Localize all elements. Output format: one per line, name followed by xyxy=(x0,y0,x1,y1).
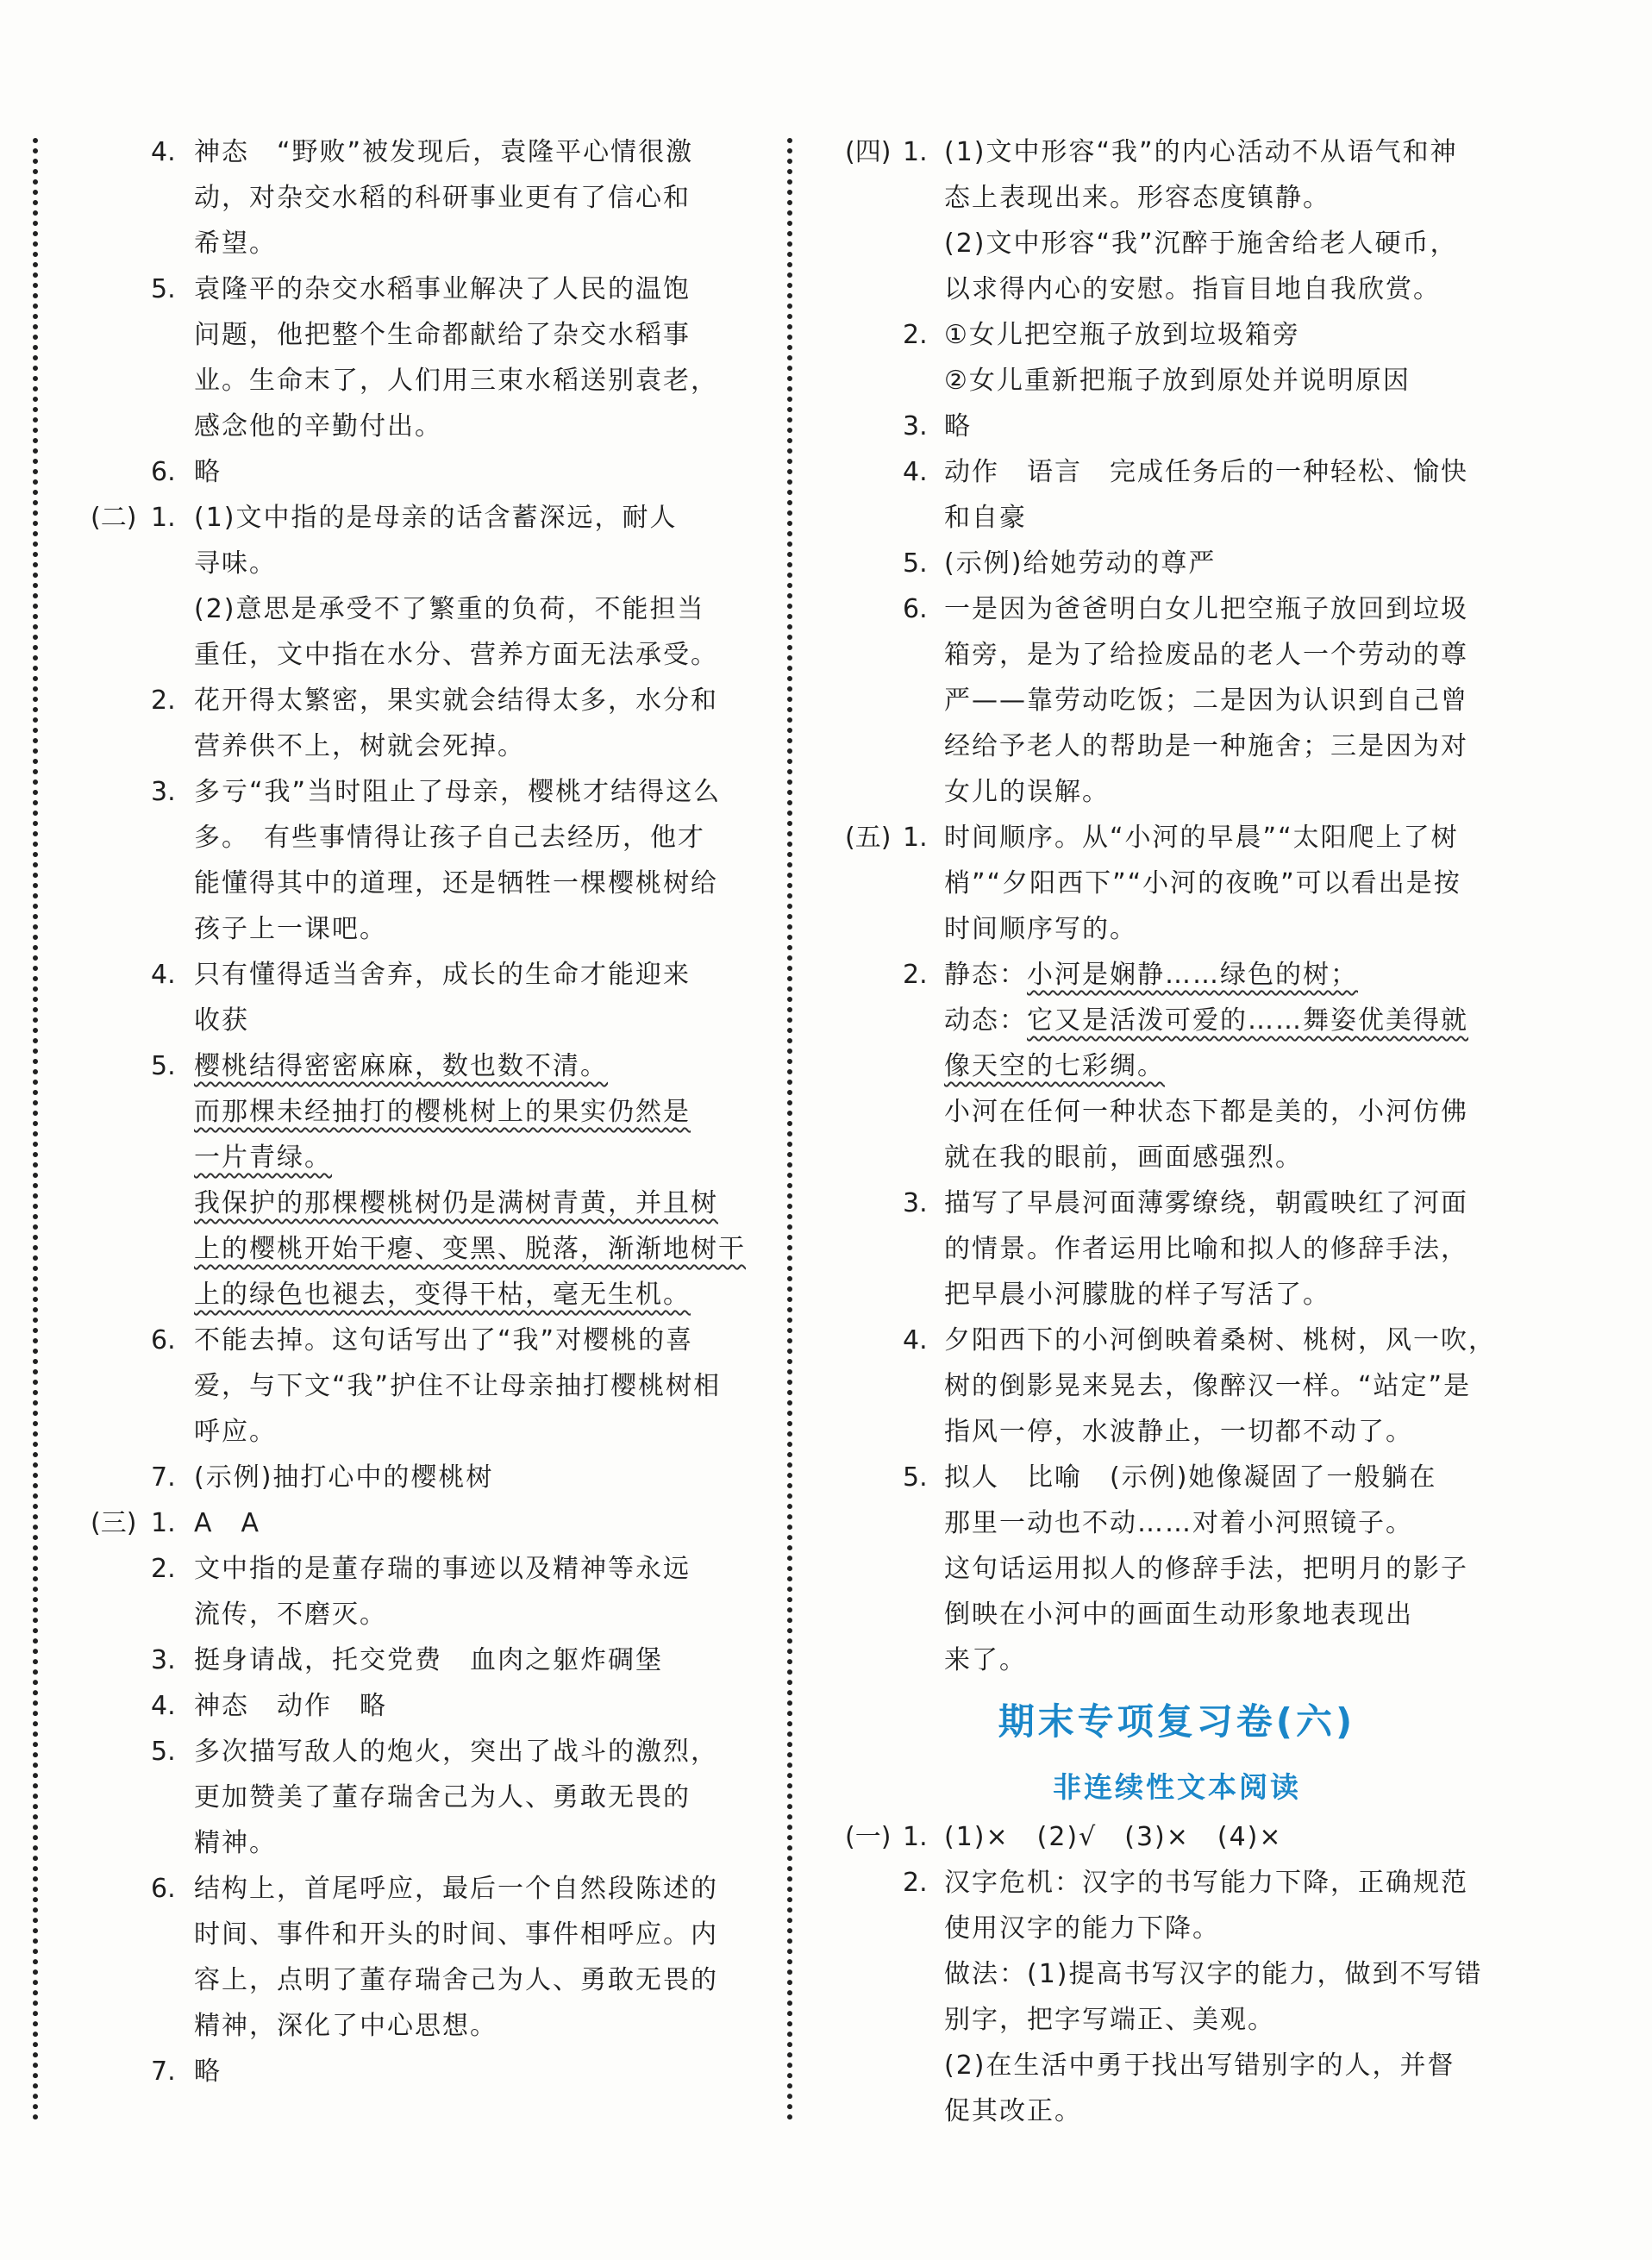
answer-text-content: 精神，深化了中心思想。 xyxy=(194,2011,497,2041)
answer-line xyxy=(91,1180,737,1226)
answer-text-content: (2)在生活中勇于找出写错别字的人，并督 xyxy=(944,2050,1455,2081)
answer-text xyxy=(194,906,387,952)
answer-text-content: 略 xyxy=(944,411,972,441)
question-number: 2. xyxy=(151,1554,176,1584)
answer-line xyxy=(845,1546,1509,1592)
answer-text xyxy=(194,266,691,312)
answer-line xyxy=(845,1637,1509,1683)
answer-text-content: 夕阳西下的小河倒映着桑树、桃树，风一吹， xyxy=(944,1325,1496,1355)
question-number: 1. xyxy=(151,1508,176,1538)
answer-text-content: (2)文中形容“我”沉醉于施舍给老人硬币， xyxy=(944,229,1458,259)
answer-line xyxy=(845,1951,1509,1997)
answer-line xyxy=(845,449,1509,495)
answer-line xyxy=(845,952,1509,998)
answer-text-content: A A xyxy=(194,1508,261,1538)
answer-text-content: 希望。 xyxy=(194,229,277,259)
answer-text xyxy=(944,1363,1471,1409)
answer-text xyxy=(194,998,249,1043)
answer-text-content: 爱，与下文“我”护住不让母亲抽打樱桃树相 xyxy=(194,1371,722,1401)
answer-text-content: 结构上，首尾呼应，最后一个自然段陈述的 xyxy=(194,1874,718,1904)
answer-text xyxy=(944,1592,1413,1637)
answer-line xyxy=(91,1363,737,1409)
answer-text-content: 女儿的误解。 xyxy=(944,777,1110,807)
answer-text-content: (1)文中指的是母亲的话含蓄深远，耐人 xyxy=(194,503,678,533)
question-number: 6. xyxy=(151,1874,176,1904)
section-subheading: 非连续性文本阅读 xyxy=(1053,1770,1301,1804)
answer-text xyxy=(194,1866,718,1912)
answer-line xyxy=(91,906,737,952)
answer-text xyxy=(194,1500,260,1546)
answer-text-content: 袁隆平的杂交水稻事业解决了人民的温饱 xyxy=(194,274,691,304)
answer-text xyxy=(944,2088,1082,2134)
answer-text-content: 更加赞美了董存瑞舍己为人、勇敢无畏的 xyxy=(194,1782,691,1812)
answer-text-content: ②女儿重新把瓶子放到原处并说明原因 xyxy=(944,366,1411,396)
answer-text-content: 描写了早晨河面薄雾缭绕，朝霞映红了河面 xyxy=(944,1188,1468,1218)
answer-text xyxy=(944,1500,1413,1546)
answer-line xyxy=(91,358,737,404)
answer-text-content: 的情景。作者运用比喻和拟人的修辞手法， xyxy=(944,1234,1468,1264)
underlined-answer-text: 而那棵未经抽打的樱桃树上的果实仍然是 xyxy=(194,1097,691,1127)
question-number: 4. xyxy=(151,1691,176,1721)
answer-line xyxy=(91,449,737,495)
answer-text-content: 业。生命末了，人们用三束水稻送别袁老， xyxy=(194,366,718,396)
answer-line xyxy=(845,1043,1509,1089)
answer-text xyxy=(944,1318,1496,1363)
answer-text-content: 梢”“夕阳西下”“小河的夜晚”可以看出是按 xyxy=(944,868,1461,898)
answer-text xyxy=(194,129,693,175)
answer-line xyxy=(91,129,737,175)
answer-text-content: 容上，点明了董存瑞舍己为人、勇敢无畏的 xyxy=(194,1965,718,1995)
answer-line xyxy=(91,998,737,1043)
answer-text xyxy=(194,1637,663,1683)
answer-text xyxy=(194,1820,277,1866)
answer-text xyxy=(194,404,442,449)
answer-text-content: 指风一停，水波静止，一切都不动了。 xyxy=(944,1417,1413,1447)
answer-text-content: 树的倒影晃来晃去，像醉汉一样。“站定”是 xyxy=(944,1371,1472,1401)
answer-text xyxy=(944,906,1137,952)
answer-text xyxy=(944,815,1459,861)
answer-text xyxy=(194,2049,222,2094)
answer-text-content: ①女儿把空瓶子放到垃圾箱旁 xyxy=(944,320,1300,350)
answer-text xyxy=(194,1957,718,2003)
answer-line xyxy=(91,175,737,221)
answer-text-content: 营养供不上，树就会死掉。 xyxy=(194,731,525,761)
answer-line xyxy=(91,1592,737,1637)
answer-line xyxy=(91,1500,737,1546)
answer-text xyxy=(944,1043,1165,1089)
answer-text-content: 经给予老人的帮助是一种施舍；三是因为对 xyxy=(944,731,1468,761)
answer-line xyxy=(845,1906,1509,1951)
answer-line xyxy=(845,266,1509,312)
answer-text xyxy=(944,586,1468,632)
answer-line xyxy=(845,1272,1509,1318)
answer-line xyxy=(91,1409,737,1455)
answer-line xyxy=(91,1775,737,1820)
answer-line xyxy=(91,723,737,769)
question-number: 4. xyxy=(903,1325,928,1355)
answer-text-content: (2)意思是承受不了繁重的负荷，不能担当 xyxy=(194,594,705,624)
answer-line xyxy=(91,266,737,312)
question-number: 5. xyxy=(903,548,928,579)
answer-text-content: 问题，他把整个生命都献给了杂交水稻事 xyxy=(194,320,691,350)
answer-text-content: 严——靠劳动吃饭；二是因为认识到自己曾 xyxy=(944,686,1468,716)
answer-text-content: 汉字危机：汉字的书写能力下降，正确规范 xyxy=(944,1868,1468,1898)
answer-text xyxy=(944,1637,1027,1683)
answer-text-content: 把早晨小河朦胧的样子写活了。 xyxy=(944,1280,1330,1310)
answer-line xyxy=(91,1546,737,1592)
answer-text-content: 多亏“我”当时阻止了母亲，樱桃才结得这么 xyxy=(194,777,722,807)
answer-text-content: (1)文中形容“我”的内心活动不从语气和神 xyxy=(944,137,1458,167)
question-number: 2. xyxy=(151,686,176,716)
answer-text xyxy=(194,769,721,815)
answer-line xyxy=(845,2088,1509,2134)
answer-line xyxy=(845,769,1509,815)
answer-line xyxy=(91,221,737,266)
question-number: 5. xyxy=(903,1462,928,1493)
answer-text-content: 以求得内心的安慰。指盲目地自我欣赏。 xyxy=(944,274,1441,304)
answer-text-content: 这句话运用拟人的修辞手法，把明月的影子 xyxy=(944,1554,1468,1584)
answer-text-content: 小河在任何一种状态下都是美的，小河仿佛 xyxy=(944,1097,1468,1127)
answer-line xyxy=(845,541,1509,586)
question-number: 4. xyxy=(151,137,176,167)
answer-text xyxy=(944,861,1461,906)
question-number: 3. xyxy=(151,1645,176,1675)
answer-text xyxy=(944,1226,1468,1272)
answer-text xyxy=(194,1912,718,1957)
section-heading: 期末专项复习卷(六) xyxy=(998,1700,1356,1743)
answer-line xyxy=(91,1043,737,1089)
answer-line xyxy=(845,1226,1509,1272)
answer-text-content: 那里一动也不动……对着小河照镜子。 xyxy=(944,1508,1413,1538)
answer-line xyxy=(845,906,1509,952)
answer-line xyxy=(91,586,737,632)
answer-text-content: 孩子上一课吧。 xyxy=(194,914,387,944)
answer-prefix: 静态： xyxy=(944,960,1027,990)
answer-text-content: 神态 动作 略 xyxy=(194,1691,387,1721)
answer-text xyxy=(194,723,525,769)
question-number: 4. xyxy=(903,457,928,487)
question-number: 2. xyxy=(903,960,928,990)
answer-line xyxy=(845,1814,1509,1860)
answer-text-content: 精神。 xyxy=(194,1828,277,1858)
answer-line xyxy=(845,1180,1509,1226)
answer-line xyxy=(91,678,737,723)
question-number: 7. xyxy=(151,2057,176,2087)
answer-line xyxy=(91,1957,737,2003)
answer-line xyxy=(845,1363,1509,1409)
answer-text xyxy=(194,175,691,221)
answer-text xyxy=(944,2043,1455,2088)
answer-line xyxy=(845,632,1509,678)
answer-line xyxy=(91,1455,737,1500)
answer-text xyxy=(194,815,705,861)
answer-line xyxy=(91,1226,746,1272)
answer-text-content: 一是因为爸爸明白女儿把空瓶子放回到垃圾 xyxy=(944,594,1468,624)
question-number: 6. xyxy=(151,1325,176,1355)
answer-line xyxy=(91,1912,737,1957)
answer-text-content: 态上表现出来。形容态度镇静。 xyxy=(944,183,1330,213)
answer-line xyxy=(845,358,1509,404)
answer-line xyxy=(845,1409,1509,1455)
answer-line xyxy=(91,1866,737,1912)
answer-line xyxy=(91,1683,737,1729)
answer-text xyxy=(944,404,972,449)
question-number: 7. xyxy=(151,1462,176,1493)
answer-text xyxy=(944,678,1468,723)
answer-line xyxy=(845,175,1509,221)
answer-line xyxy=(845,221,1509,266)
answer-text xyxy=(944,1180,1468,1226)
answer-line xyxy=(845,2043,1509,2088)
answer-text xyxy=(194,221,277,266)
answer-text-content: 时间顺序。从“小河的早晨”“太阳爬上了树 xyxy=(944,823,1459,853)
answer-line xyxy=(845,723,1509,769)
underlined-answer-text: 我保护的那棵樱桃树仍是满树青黄，并且树 xyxy=(194,1188,718,1218)
answer-line xyxy=(91,1272,737,1318)
answer-prefix: 动态： xyxy=(944,1005,1027,1036)
answer-line xyxy=(845,678,1509,723)
answer-text-content: (1)× (2)√ (3)× (4)× xyxy=(944,1822,1283,1852)
answer-text xyxy=(194,952,691,998)
answer-text-content: 动作 语言 完成任务后的一种轻松、愉快 xyxy=(944,457,1468,487)
answer-text-content: 使用汉字的能力下降。 xyxy=(944,1913,1220,1944)
answer-line xyxy=(91,952,737,998)
binding-dotted-line-left xyxy=(33,138,38,2121)
answer-text xyxy=(194,586,705,632)
answer-line xyxy=(845,1997,1509,2043)
answer-text-content: 多。 有些事情得让孩子自己去经历，他才 xyxy=(194,823,705,853)
answer-text xyxy=(944,129,1458,175)
answer-text xyxy=(944,1409,1413,1455)
underlined-answer-text: 它又是活泼可爱的……舞姿优美得就 xyxy=(1027,1005,1468,1036)
answer-line xyxy=(845,1592,1509,1637)
answer-text-content: 流传，不磨灭。 xyxy=(194,1600,387,1630)
answer-text xyxy=(944,769,1110,815)
answer-text-content: 拟人 比喻 (示例)她像凝固了一般躺在 xyxy=(944,1462,1437,1493)
answer-line xyxy=(91,1820,737,1866)
answer-text xyxy=(944,358,1411,404)
answer-text xyxy=(194,541,277,586)
answer-text xyxy=(944,221,1458,266)
answer-text xyxy=(194,678,718,723)
answer-text xyxy=(194,1729,718,1775)
answer-text xyxy=(194,1180,718,1226)
section-number: (二) xyxy=(91,503,137,533)
answer-text xyxy=(944,952,1358,998)
answer-line xyxy=(91,1318,737,1363)
answer-line xyxy=(845,404,1509,449)
answer-text-content: 别字，把字写端正、美观。 xyxy=(944,2005,1275,2035)
answer-text xyxy=(944,1997,1275,2043)
answer-text xyxy=(944,175,1330,221)
answer-text-content: 多次描写敌人的炮火，突出了战斗的激烈， xyxy=(194,1737,718,1767)
answer-text xyxy=(194,1043,608,1089)
answer-line xyxy=(91,404,737,449)
answer-text xyxy=(944,312,1300,358)
answer-text xyxy=(944,266,1441,312)
question-number: 6. xyxy=(151,457,176,487)
answer-text-content: 神态 “野败”被发现后，袁隆平心情很激 xyxy=(194,137,694,167)
answer-text-content: (示例)抽打心中的樱桃树 xyxy=(194,1462,494,1493)
answer-line xyxy=(91,632,737,678)
section-number: (三) xyxy=(91,1508,137,1538)
answer-text-content: 就在我的眼前，画面感强烈。 xyxy=(944,1143,1303,1173)
answer-text-content: 挺身请战，托交党费 血肉之躯炸碉堡 xyxy=(194,1645,663,1675)
answer-line xyxy=(91,1637,737,1683)
underlined-answer-text: 上的绿色也褪去，变得干枯，毫无生机。 xyxy=(194,1280,691,1310)
answer-text xyxy=(944,1906,1220,1951)
answer-text-content: 略 xyxy=(194,2057,222,2087)
question-number: 1. xyxy=(903,1822,928,1852)
answer-text xyxy=(944,632,1468,678)
answer-line xyxy=(845,1500,1509,1546)
answer-text xyxy=(194,449,222,495)
answer-text xyxy=(944,1546,1468,1592)
answer-line xyxy=(845,1089,1509,1135)
answer-line xyxy=(91,495,737,541)
answer-line xyxy=(845,586,1509,632)
answer-text xyxy=(944,1455,1436,1500)
answer-text xyxy=(194,861,718,906)
answer-text xyxy=(944,723,1468,769)
answer-line xyxy=(91,541,737,586)
answer-text xyxy=(944,1135,1303,1180)
answer-column-left xyxy=(91,129,746,2094)
answer-text xyxy=(944,1089,1468,1135)
answer-text-content: 促其改正。 xyxy=(944,2096,1082,2126)
answer-text xyxy=(194,1546,691,1592)
answer-line xyxy=(91,815,737,861)
answer-text xyxy=(194,358,718,404)
question-number: 4. xyxy=(151,960,176,990)
question-number: 5. xyxy=(151,274,176,304)
answer-text xyxy=(944,541,1216,586)
question-number: 3. xyxy=(903,411,928,441)
underlined-answer-text: 樱桃结得密密麻麻，数也数不清。 xyxy=(194,1051,608,1081)
answer-text xyxy=(194,1775,691,1820)
question-number: 5. xyxy=(151,1051,176,1081)
answer-text xyxy=(944,1860,1468,1906)
question-number: 1. xyxy=(903,823,928,853)
answer-line xyxy=(845,861,1509,906)
answer-text xyxy=(194,2003,497,2049)
answer-line xyxy=(91,2049,737,2094)
section-number: (一) xyxy=(845,1822,892,1852)
answer-text xyxy=(944,1814,1283,1860)
underlined-answer-text: 一片青绿。 xyxy=(194,1143,332,1173)
answer-line xyxy=(845,495,1509,541)
underlined-answer-text: 像天空的七彩绸。 xyxy=(944,1051,1165,1081)
answer-line xyxy=(91,1729,737,1775)
answer-text xyxy=(194,1272,691,1318)
question-number: 2. xyxy=(903,1868,928,1898)
answer-text-content: 呼应。 xyxy=(194,1417,277,1447)
answer-line xyxy=(845,1455,1509,1500)
answer-text-content: 重任，文中指在水分、营养方面无法承受。 xyxy=(194,640,718,670)
answer-text-content: 略 xyxy=(194,457,222,487)
answer-text-content: 倒映在小河中的画面生动形象地表现出 xyxy=(944,1600,1413,1630)
question-number: 6. xyxy=(903,594,928,624)
question-number: 1. xyxy=(903,137,928,167)
answer-text xyxy=(944,1951,1483,1997)
answer-text xyxy=(194,1409,277,1455)
answer-text-content: 和自豪 xyxy=(944,503,1027,533)
answer-text-content: 时间、事件和开头的时间、事件相呼应。内 xyxy=(194,1919,718,1950)
answer-text xyxy=(194,1226,746,1272)
question-number: 5. xyxy=(151,1737,176,1767)
answer-text-content: 做法：(1)提高书写汉字的能力，做到不写错 xyxy=(944,1959,1483,1989)
answer-line xyxy=(91,1135,737,1180)
answer-text-content: 寻味。 xyxy=(194,548,277,579)
answer-text xyxy=(194,1363,721,1409)
answer-text-content: 收获 xyxy=(194,1005,249,1036)
question-number: 1. xyxy=(151,503,176,533)
answer-text xyxy=(194,1089,691,1135)
answer-text-content: 文中指的是董存瑞的事迹以及精神等永远 xyxy=(194,1554,691,1584)
answer-line xyxy=(845,1135,1509,1180)
underlined-answer-text: 小河是娴静……绿色的树； xyxy=(1027,960,1358,990)
answer-text-content: 感念他的辛勤付出。 xyxy=(194,411,442,441)
answer-text xyxy=(194,1683,387,1729)
question-number: 2. xyxy=(903,320,928,350)
answer-text-content: 箱旁，是为了给捡废品的老人一个劳动的尊 xyxy=(944,640,1468,670)
answer-text xyxy=(944,1272,1330,1318)
answer-text xyxy=(944,495,1027,541)
answer-text-content: 时间顺序写的。 xyxy=(944,914,1137,944)
answer-text-content: 来了。 xyxy=(944,1645,1027,1675)
answer-text xyxy=(194,1592,387,1637)
answer-text-content: 能懂得其中的道理，还是牺牲一棵樱桃树给 xyxy=(194,868,718,898)
answer-line xyxy=(845,312,1509,358)
answer-line xyxy=(91,1089,737,1135)
answer-text xyxy=(194,1135,332,1180)
answer-text xyxy=(944,998,1468,1043)
answer-line xyxy=(845,129,1509,175)
answer-text-content: (示例)给她劳动的尊严 xyxy=(944,548,1217,579)
answer-line xyxy=(91,2003,737,2049)
answer-text xyxy=(944,449,1468,495)
answer-line xyxy=(91,769,737,815)
answer-line xyxy=(845,815,1509,861)
answer-text-content: 花开得太繁密，果实就会结得太多，水分和 xyxy=(194,686,718,716)
answer-column-right xyxy=(845,129,1509,2134)
column-divider-dotted-line xyxy=(787,138,792,2121)
answer-text xyxy=(194,632,718,678)
answer-text-content: 不能去掉。这句话写出了“我”对樱桃的喜 xyxy=(194,1325,694,1355)
answer-text xyxy=(194,1318,693,1363)
answer-line xyxy=(845,1318,1509,1363)
answer-line xyxy=(91,861,737,906)
answer-text xyxy=(194,1455,493,1500)
answer-text xyxy=(194,312,691,358)
section-number: (四) xyxy=(845,137,892,167)
question-number: 3. xyxy=(903,1188,928,1218)
section-number: (五) xyxy=(845,823,892,853)
answer-text-content: 只有懂得适当舍弃，成长的生命才能迎来 xyxy=(194,960,691,990)
answer-line xyxy=(845,1860,1509,1906)
answer-text xyxy=(194,495,678,541)
answer-line xyxy=(91,312,737,358)
answer-text-content: 动，对杂交水稻的科研事业更有了信心和 xyxy=(194,183,691,213)
underlined-answer-text: 上的樱桃开始干瘪、变黑、脱落，渐渐地树干 xyxy=(194,1234,746,1264)
answer-line xyxy=(845,998,1509,1043)
question-number: 3. xyxy=(151,777,176,807)
